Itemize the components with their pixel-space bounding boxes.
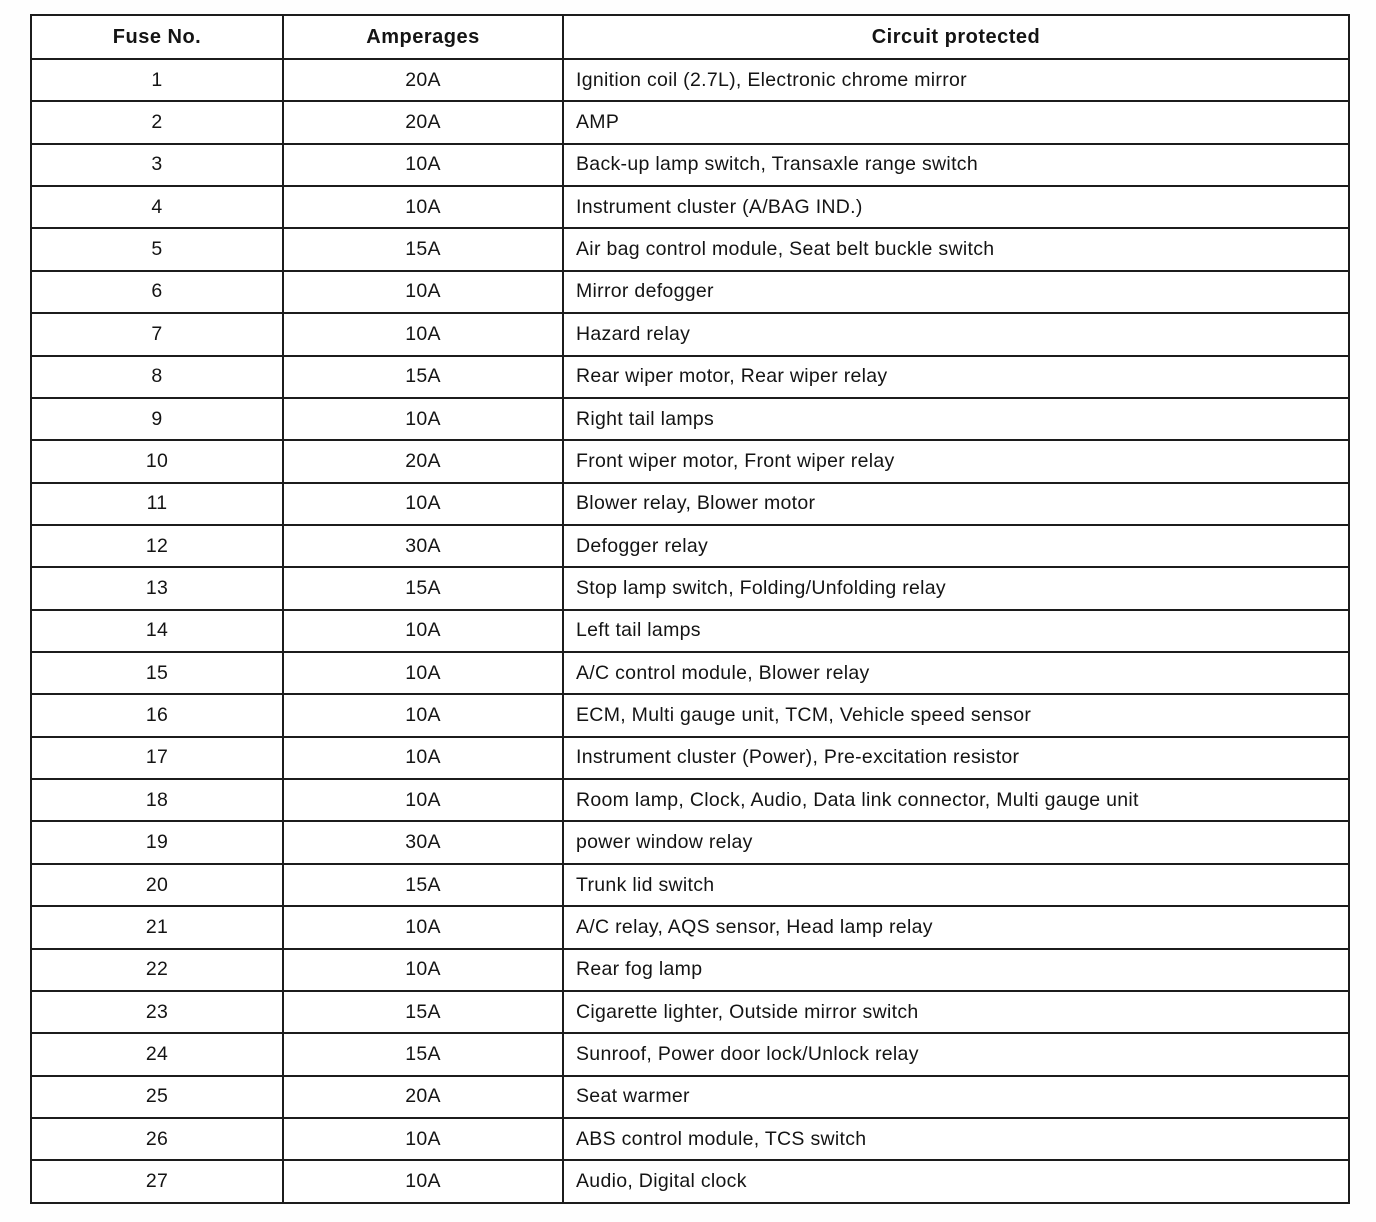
table-row [31,398,1349,440]
fuse-no-cell: 24 [31,1033,283,1075]
amperage-cell: 15A [283,864,563,906]
table-row [31,821,1349,863]
table-row [31,949,1349,991]
circuit-cell: AMP [563,101,1349,143]
table-row [31,610,1349,652]
circuit-cell: Left tail lamps [563,610,1349,652]
amperage-cell: 30A [283,525,563,567]
amperage-cell: 10A [283,483,563,525]
fuse-no-cell: 25 [31,1076,283,1118]
header-fuse-no: Fuse No. [31,15,283,59]
table-row [31,864,1349,906]
table-row [31,1033,1349,1075]
fuse-no-cell: 16 [31,694,283,736]
table-row [31,737,1349,779]
circuit-cell: Seat warmer [563,1076,1349,1118]
table-row [31,59,1349,101]
amperage-cell: 20A [283,440,563,482]
circuit-cell: Rear fog lamp [563,949,1349,991]
table-row [31,1118,1349,1160]
amperage-cell: 10A [283,737,563,779]
header-circuit-protected: Circuit protected [563,15,1349,59]
circuit-cell: Right tail lamps [563,398,1349,440]
circuit-cell: Instrument cluster (Power), Pre-excitation resistor [563,737,1349,779]
circuit-cell: Mirror defogger [563,271,1349,313]
amperage-cell: 10A [283,779,563,821]
fuse-no-cell: 1 [31,59,283,101]
table-row [31,525,1349,567]
fuse-table-body [31,59,1349,1203]
header-amperages: Amperages [283,15,563,59]
fuse-no-cell: 15 [31,652,283,694]
circuit-cell: Sunroof, Power door lock/Unlock relay [563,1033,1349,1075]
table-row [31,779,1349,821]
amperage-cell: 15A [283,228,563,270]
fuse-no-cell: 22 [31,949,283,991]
amperage-cell: 20A [283,59,563,101]
amperage-cell: 10A [283,186,563,228]
amperage-cell: 10A [283,949,563,991]
amperage-cell: 10A [283,652,563,694]
fuse-no-cell: 14 [31,610,283,652]
circuit-cell: Air bag control module, Seat belt buckle switch [563,228,1349,270]
fuse-no-cell: 3 [31,144,283,186]
table-row [31,991,1349,1033]
fuse-no-cell: 27 [31,1160,283,1203]
circuit-cell: Cigarette lighter, Outside mirror switch [563,991,1349,1033]
table-row [31,1160,1349,1203]
amperage-cell: 10A [283,1160,563,1203]
table-row [31,906,1349,948]
amperage-cell: 10A [283,694,563,736]
fuse-no-cell: 13 [31,567,283,609]
circuit-cell: Back-up lamp switch, Transaxle range switch [563,144,1349,186]
fuse-no-cell: 18 [31,779,283,821]
table-row [31,694,1349,736]
table-row [31,186,1349,228]
circuit-cell: Instrument cluster (A/BAG IND.) [563,186,1349,228]
table-row [31,483,1349,525]
table-row [31,101,1349,143]
circuit-cell: Room lamp, Clock, Audio, Data link connector, Multi gauge unit [563,779,1349,821]
circuit-cell: A/C relay, AQS sensor, Head lamp relay [563,906,1349,948]
amperage-cell: 15A [283,991,563,1033]
amperage-cell: 10A [283,271,563,313]
amperage-cell: 10A [283,1118,563,1160]
circuit-cell: Audio, Digital clock [563,1160,1349,1203]
fuse-no-cell: 6 [31,271,283,313]
table-row [31,567,1349,609]
fuse-no-cell: 23 [31,991,283,1033]
amperage-cell: 30A [283,821,563,863]
circuit-cell: Defogger relay [563,525,1349,567]
circuit-cell: ECM, Multi gauge unit, TCM, Vehicle speed sensor [563,694,1349,736]
circuit-cell: Stop lamp switch, Folding/Unfolding relay [563,567,1349,609]
table-row [31,228,1349,270]
fuse-no-cell: 26 [31,1118,283,1160]
circuit-cell: Blower relay, Blower motor [563,483,1349,525]
table-row [31,356,1349,398]
circuit-cell: Rear wiper motor, Rear wiper relay [563,356,1349,398]
circuit-cell: Trunk lid switch [563,864,1349,906]
fuse-no-cell: 11 [31,483,283,525]
fuse-no-cell: 19 [31,821,283,863]
amperage-cell: 15A [283,356,563,398]
amperage-cell: 20A [283,101,563,143]
table-header-row [31,15,1349,59]
table-row [31,652,1349,694]
fuse-no-cell: 8 [31,356,283,398]
circuit-cell: Ignition coil (2.7L), Electronic chrome mirror [563,59,1349,101]
fuse-no-cell: 20 [31,864,283,906]
circuit-cell: ABS control module, TCS switch [563,1118,1349,1160]
fuse-no-cell: 7 [31,313,283,355]
circuit-cell: Hazard relay [563,313,1349,355]
amperage-cell: 10A [283,906,563,948]
circuit-cell: power window relay [563,821,1349,863]
fuse-no-cell: 21 [31,906,283,948]
fuse-no-cell: 12 [31,525,283,567]
amperage-cell: 10A [283,610,563,652]
amperage-cell: 10A [283,313,563,355]
amperage-cell: 10A [283,398,563,440]
fuse-no-cell: 9 [31,398,283,440]
circuit-cell: Front wiper motor, Front wiper relay [563,440,1349,482]
fuse-no-cell: 5 [31,228,283,270]
circuit-cell: A/C control module, Blower relay [563,652,1349,694]
fuse-no-cell: 2 [31,101,283,143]
fuse-no-cell: 10 [31,440,283,482]
table-row [31,271,1349,313]
fuse-table [30,14,1350,1204]
amperage-cell: 15A [283,1033,563,1075]
fuse-no-cell: 17 [31,737,283,779]
fuse-no-cell: 4 [31,186,283,228]
table-row [31,144,1349,186]
amperage-cell: 10A [283,144,563,186]
table-row [31,440,1349,482]
amperage-cell: 20A [283,1076,563,1118]
table-row [31,1076,1349,1118]
amperage-cell: 15A [283,567,563,609]
table-row [31,313,1349,355]
